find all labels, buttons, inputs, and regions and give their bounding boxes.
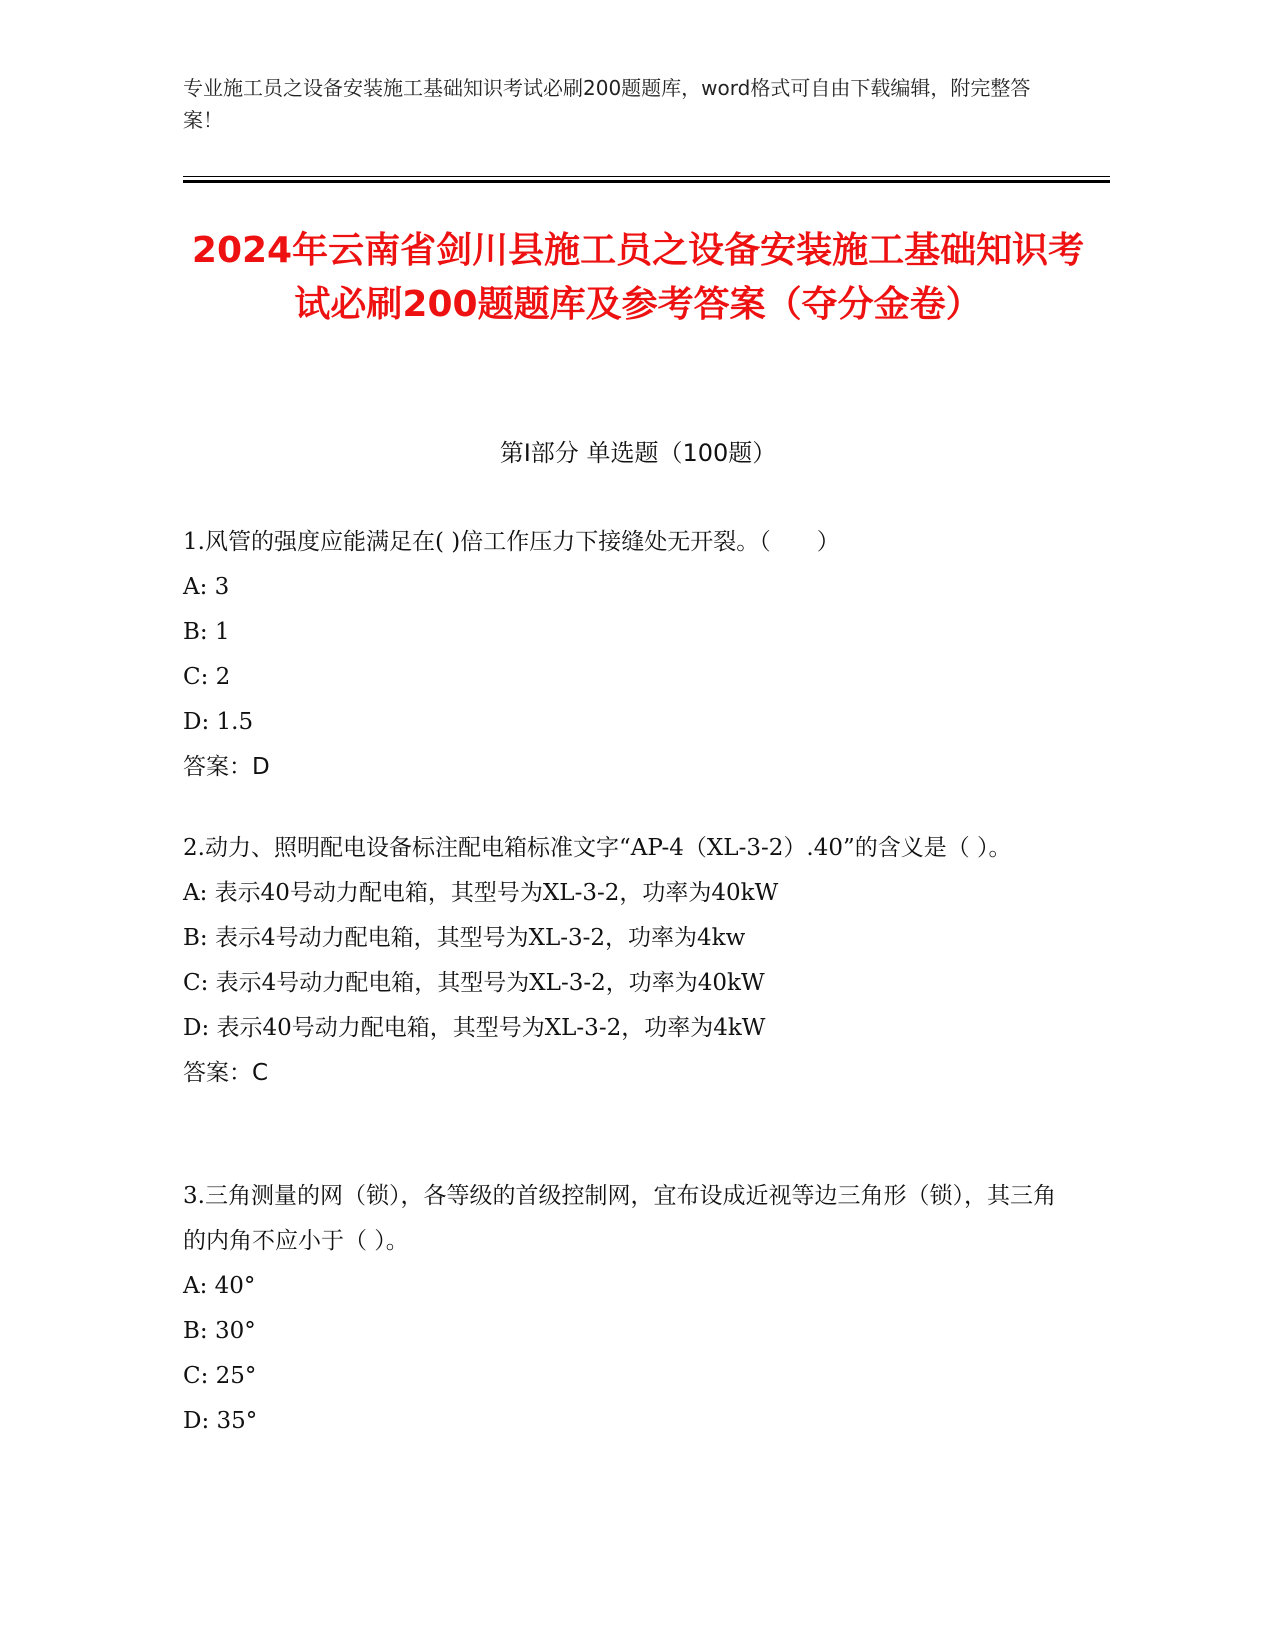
option-a: A: 3 (183, 574, 230, 600)
option-b: B: 30° (183, 1318, 256, 1344)
document-title: 2024年云南省剑川县施工员之设备安装施工基础知识考试必刷200题题库及参考答案（夺分金卷） (191, 230, 1085, 325)
option-a: A: 40° (183, 1273, 256, 1299)
question-stem: 1.风管的强度应能满足在( )倍工作压力下接缝处无开裂。（ ） (183, 529, 840, 555)
option-d: D: 35° (183, 1408, 258, 1434)
option-d: D: 表示40号动力配电箱，其型号为XL-3-2，功率为4kW (183, 1015, 766, 1041)
header-note: 专业施工员之设备安装施工基础知识考试必刷200题题库，word格式可自由下载编辑，附完整答案！ (183, 76, 1031, 132)
answer: 答案：D (183, 754, 270, 780)
header-divider-thin (183, 176, 1110, 177)
section-title: 第I部分 单选题（100题） (499, 439, 777, 467)
question-1 (183, 520, 1063, 790)
header-divider-thick (183, 180, 1110, 183)
answer: 答案：C (183, 1060, 269, 1086)
option-b: B: 表示4号动力配电箱，其型号为XL-3-2，功率为4kw (183, 925, 746, 951)
option-b: B: 1 (183, 619, 230, 645)
question-stem: 3.三角测量的网（锁），各等级的首级控制网，宜布设成近视等边三角形（锁），其三角的内角不应小于（ ）。 (183, 1183, 1056, 1254)
option-c: C: 25° (183, 1363, 257, 1389)
question-stem: 2.动力、照明配电设备标注配电箱标准文字“AP-4（XL-3-2）.40”的含义是（ ）。 (183, 835, 1012, 861)
question-2 (183, 826, 1063, 1096)
option-c: C: 2 (183, 664, 231, 690)
option-c: C: 表示4号动力配电箱，其型号为XL-3-2，功率为40kW (183, 970, 765, 996)
option-d: D: 1.5 (183, 709, 254, 735)
question-3 (183, 1174, 1063, 1444)
option-a: A: 表示40号动力配电箱，其型号为XL-3-2，功率为40kW (183, 880, 779, 906)
